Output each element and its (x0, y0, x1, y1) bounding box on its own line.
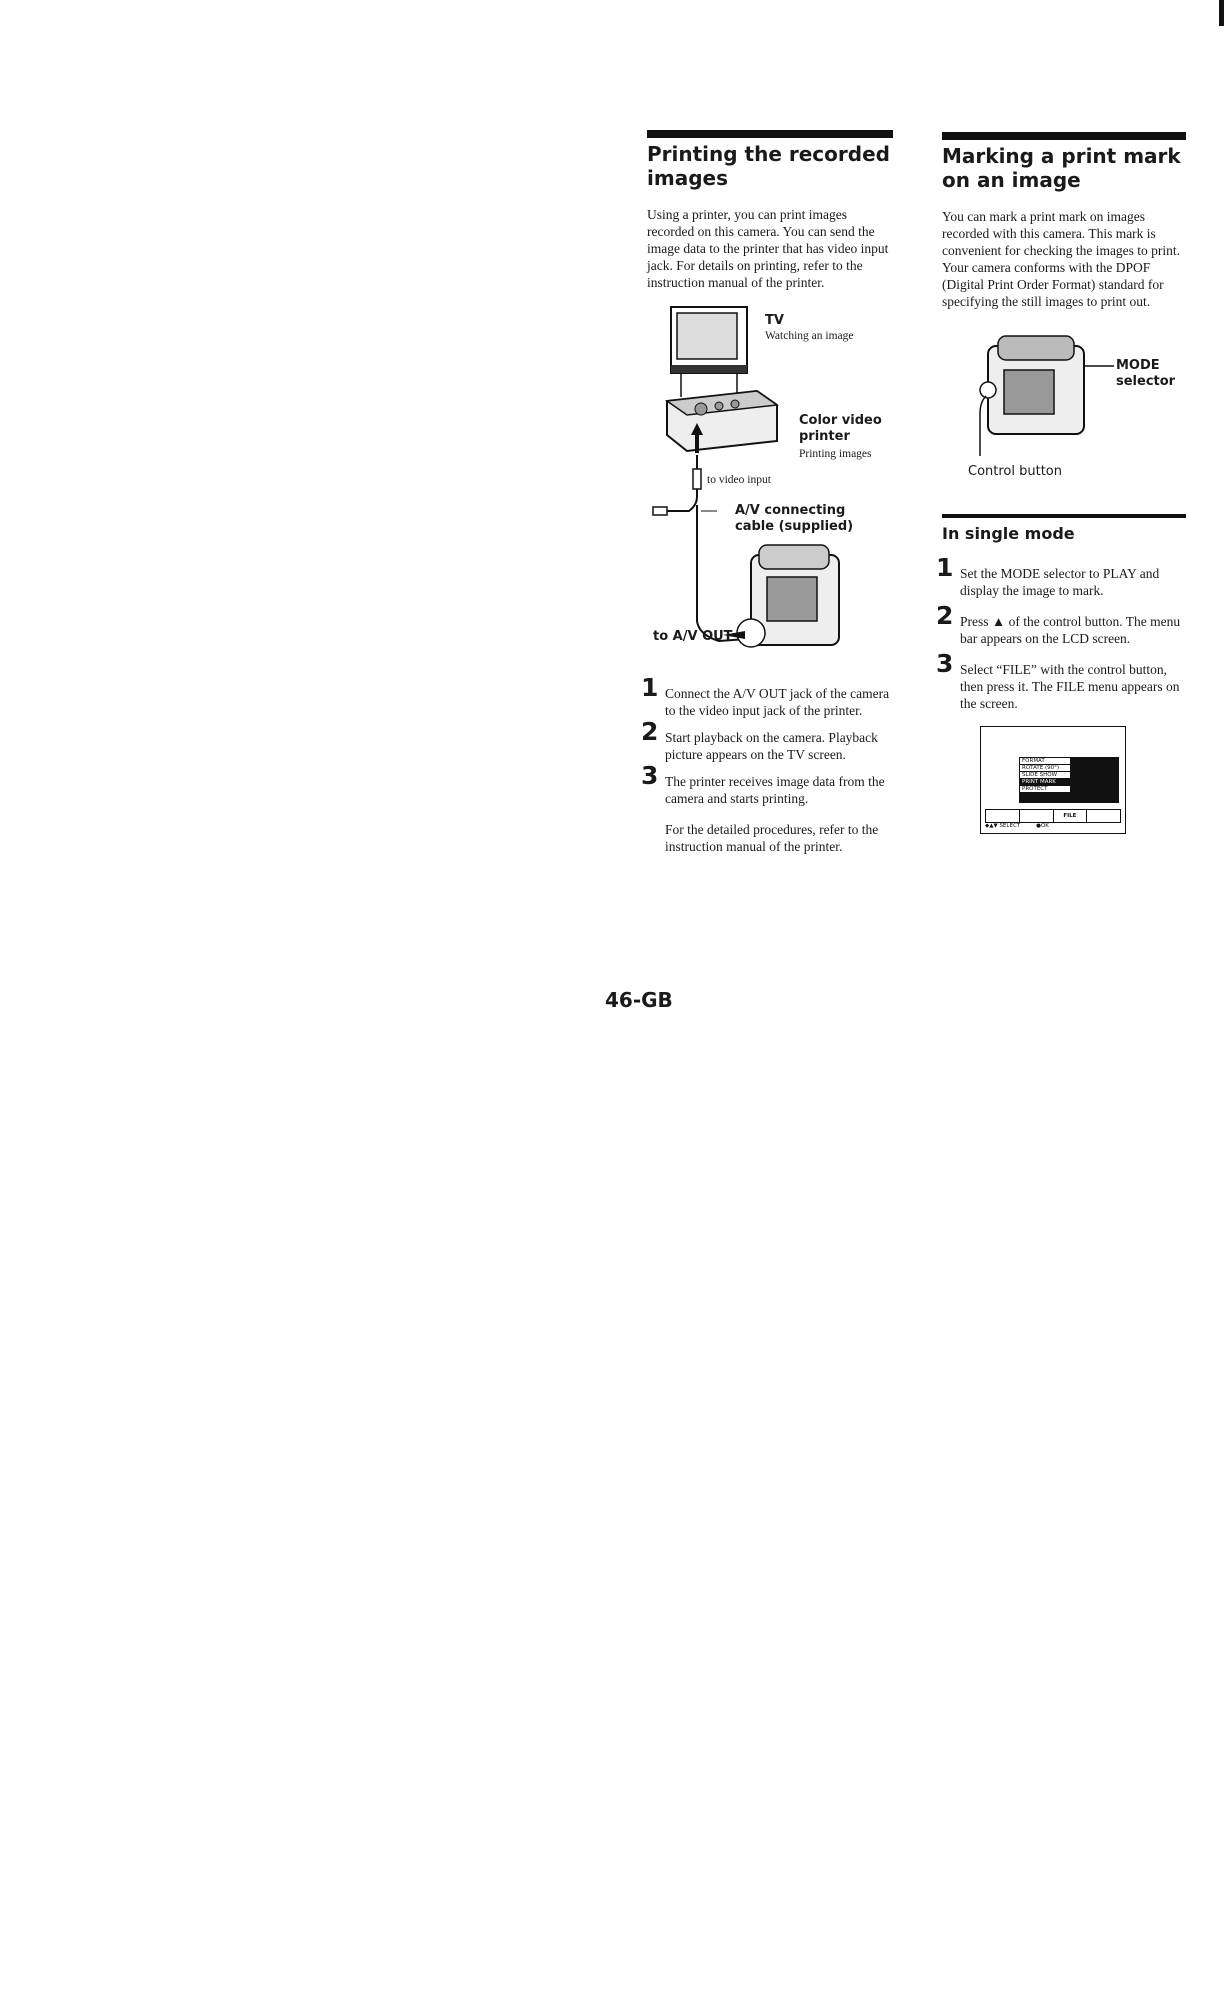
color-video-printer-icon (667, 391, 777, 451)
menu-bar (985, 809, 1121, 823)
right-column (936, 132, 1186, 834)
subsection-rule (942, 514, 1186, 518)
subsection-title: In single mode (942, 524, 1075, 543)
tv-label: TV (765, 313, 784, 328)
file-tab: FILE (1054, 810, 1088, 822)
right-section-title: Marking a print mark on an image (942, 144, 1181, 192)
control-button-label: Control button (968, 464, 1063, 479)
camera-controls-figure (942, 330, 1186, 490)
file-menu-list (1019, 757, 1071, 793)
camera-back-icon (980, 336, 1084, 434)
select-hint: ◆▲▼ SELECT (985, 823, 1021, 829)
menu-bar-slot (1087, 810, 1120, 822)
step-number: 2 (936, 601, 954, 630)
menu-item: FORMAT (1020, 758, 1070, 765)
step-item (641, 717, 893, 763)
left-section-title: Printing the recorded images (647, 142, 890, 190)
page-number: 46-GB (605, 988, 673, 1012)
av-cable-label: A/V connecting cable (supplied) (735, 503, 854, 534)
single-mode-section (936, 514, 1186, 834)
step-text: Press ▲ of the control button. The menu bar appears on the LCD screen. (960, 614, 1181, 646)
step-number: 2 (641, 717, 659, 746)
printer-caption: Printing images (799, 448, 872, 460)
step-item (936, 649, 1186, 712)
left-intro-text: Using a printer, you can print images recorded on this camera. You can send the image data to the printer that has video input jack. For details on printing, refer to the instruction manual of the printer. (647, 207, 889, 290)
video-input-label: to video input (707, 474, 771, 486)
menu-bar-slot (1020, 810, 1054, 822)
left-note: For the detailed procedures, refer to the instruction manual of the printer. (665, 822, 879, 854)
menu-item: SLIDE SHOW (1020, 772, 1070, 779)
step-item (936, 553, 1186, 599)
camera-icon (723, 545, 839, 647)
menu-item: PROTECT (1022, 786, 1048, 792)
av-out-label: to A/V OUT (653, 629, 733, 644)
left-steps (641, 673, 893, 855)
left-column (641, 130, 893, 855)
step-number: 1 (936, 553, 954, 582)
step-number: 1 (641, 673, 659, 702)
menu-item-highlighted: PRINT MARK (1020, 779, 1070, 786)
step-text: The printer receives image data from the camera and starts printing. (665, 774, 885, 806)
right-intro-text: You can mark a print mark on images recorded with this camera. This mark is convenient for checking the images to print. Your camera conforms with the DPOF (Digital Print Order Format) standard for specifying the still images to print out. (942, 209, 1181, 309)
printer-connection-figure (647, 305, 893, 685)
menu-bar-slot (986, 810, 1020, 822)
menu-item: ROTATE (90°) (1020, 765, 1070, 772)
step-number: 3 (936, 649, 954, 678)
printer-label: Color video printer (799, 413, 882, 444)
ok-hint: ●OK (1036, 823, 1049, 829)
tv-icon (671, 307, 747, 397)
step-text: Connect the A/V OUT jack of the camera to the video input jack of the printer. (665, 686, 890, 718)
file-menu-screen (980, 726, 1126, 834)
step-number: 3 (641, 761, 659, 790)
step-item (936, 601, 1186, 647)
section-rule (647, 130, 893, 138)
connection-diagram (647, 305, 893, 685)
step-text: Set the MODE selector to PLAY and display the image to mark. (960, 566, 1160, 598)
step-item (641, 673, 893, 719)
step-item (641, 761, 893, 807)
page-edge-tab (1219, 0, 1224, 26)
step-text: Start playback on the camera. Playback picture appears on the TV screen. (665, 730, 878, 762)
section-rule (942, 132, 1186, 140)
tv-caption: Watching an image (765, 330, 854, 342)
step-text: Select “FILE” with the control button, then press it. The FILE menu appears on the screen. (960, 662, 1180, 711)
menu-hints (985, 823, 1119, 829)
right-steps (936, 553, 1186, 712)
mode-selector-label: MODE selector (1116, 358, 1176, 389)
